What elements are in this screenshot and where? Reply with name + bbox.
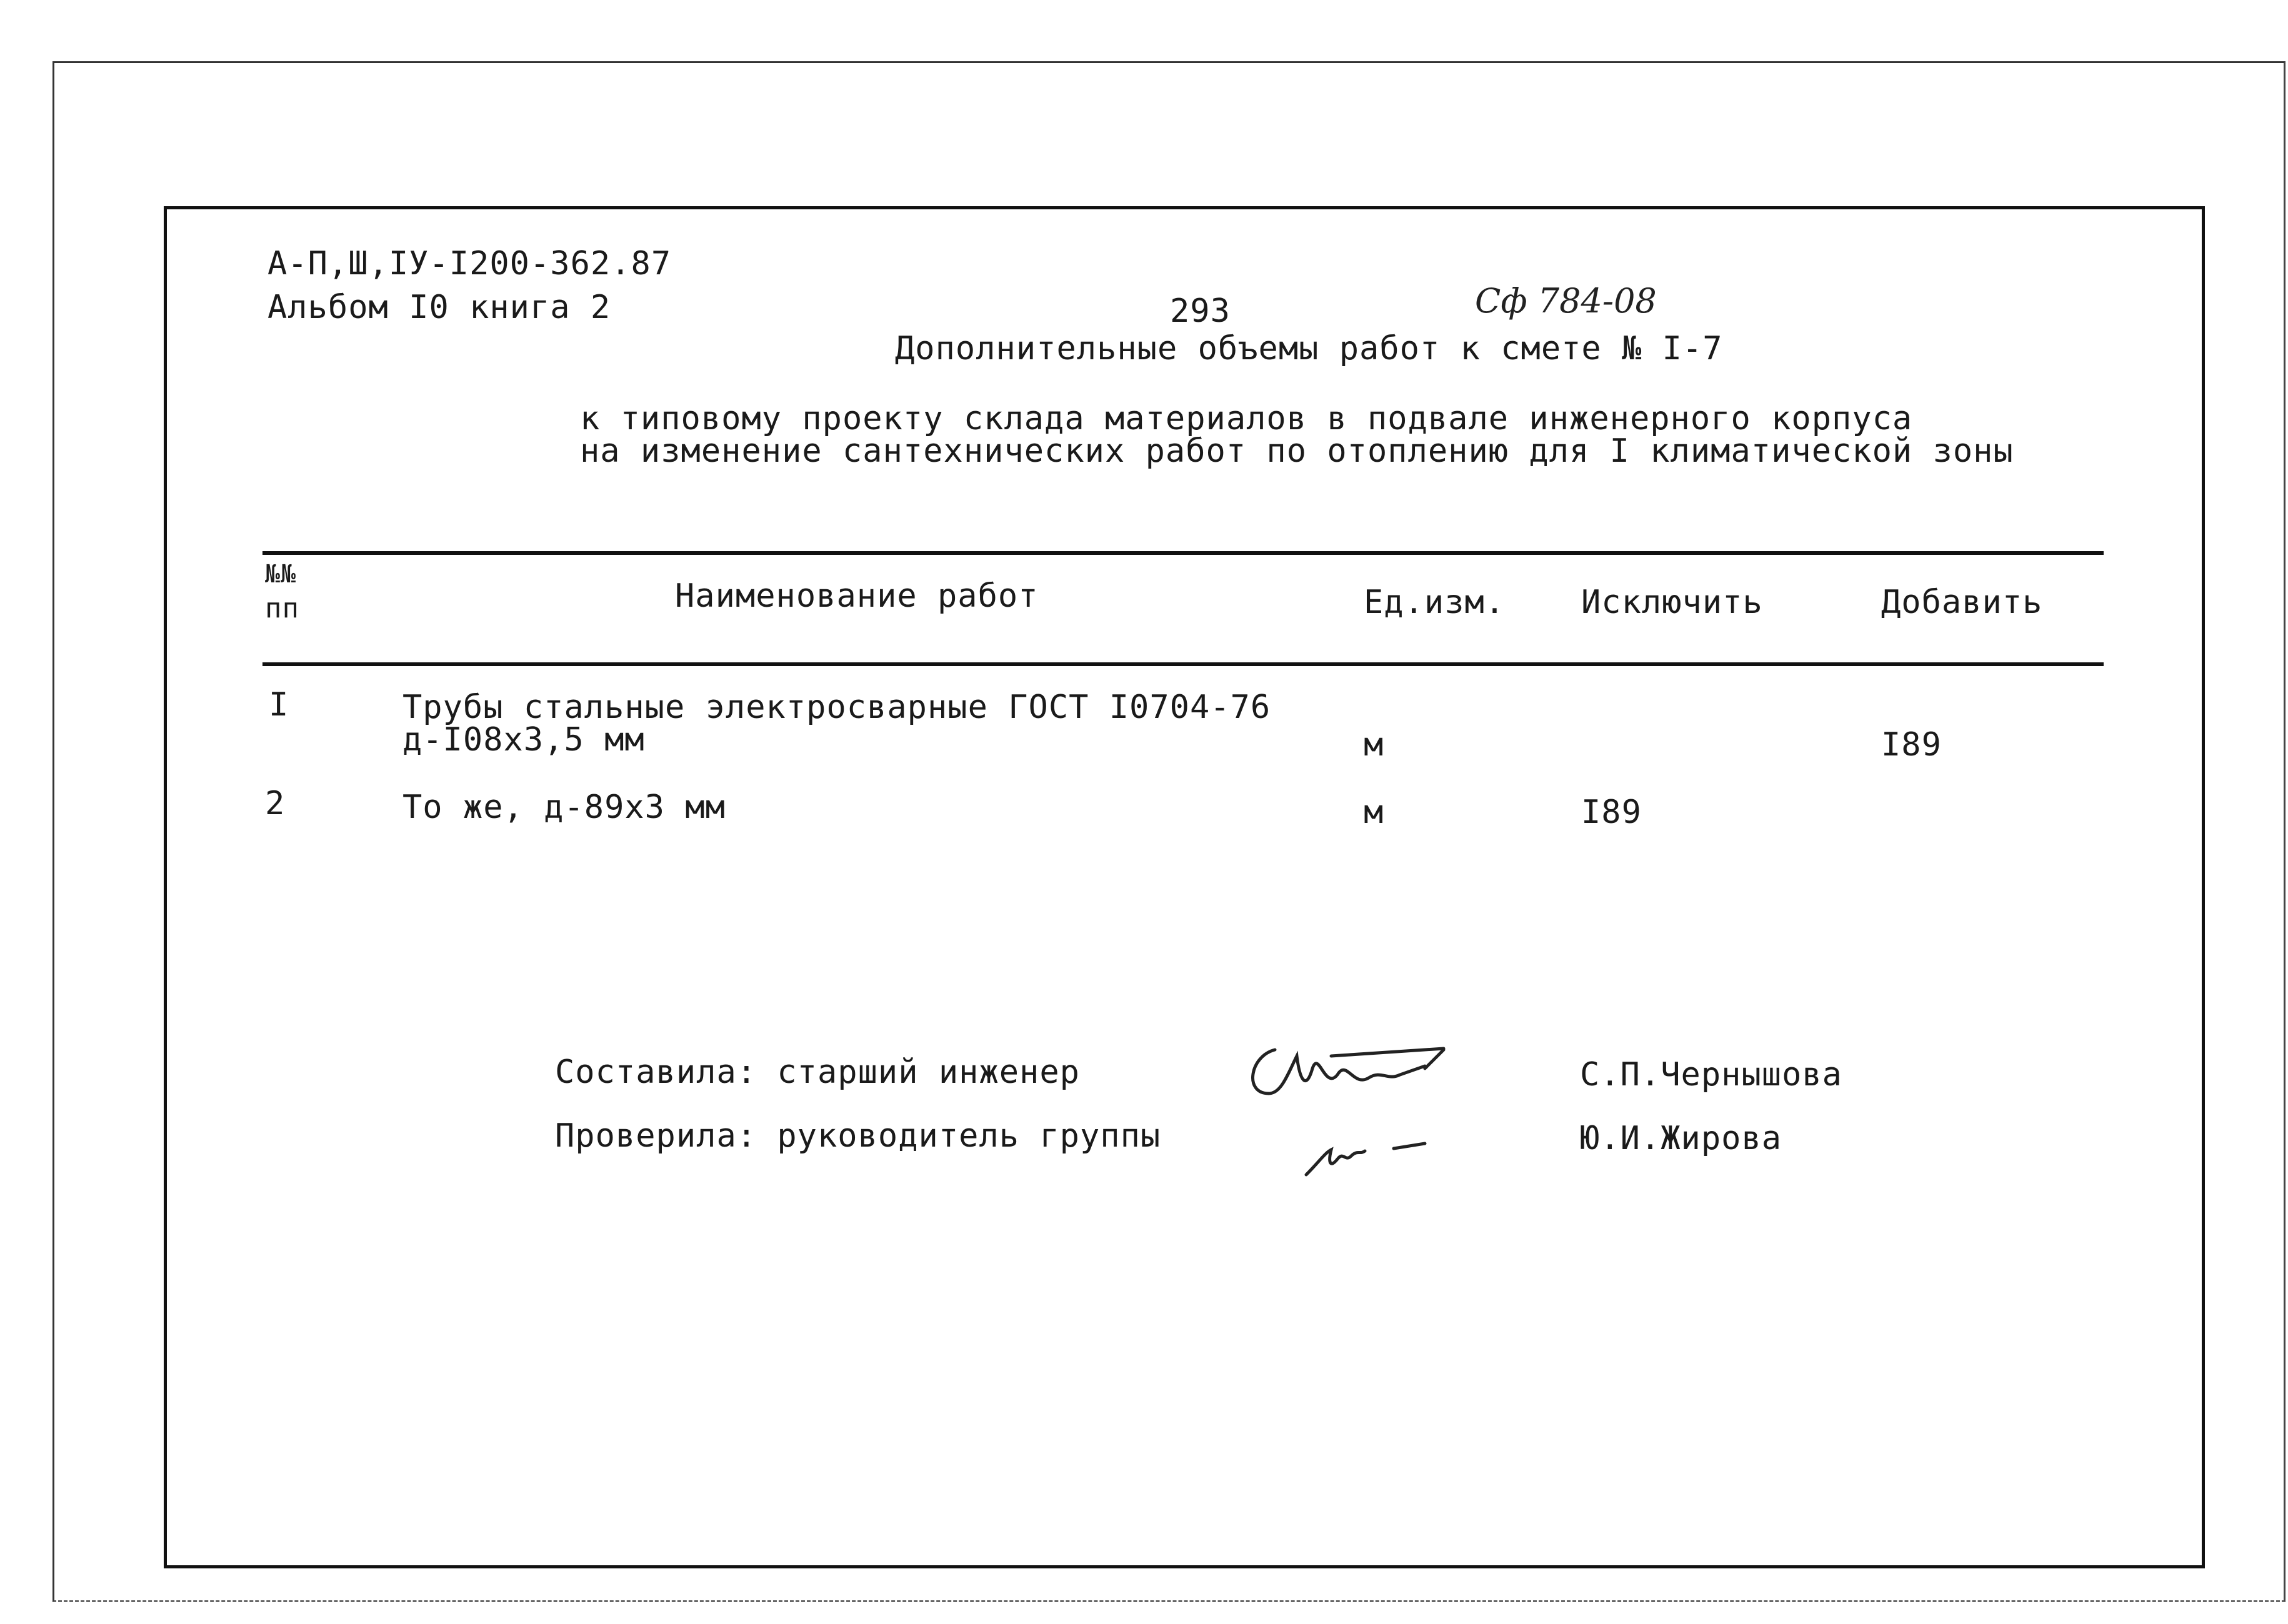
column-header-unit: Ед.изм.	[1364, 584, 1506, 621]
album-label: Альбом І0 книга 2	[267, 289, 611, 326]
row-name-line2: д-І08х3,5 мм	[402, 721, 645, 759]
compiled-by-name: С.П.Чернышова	[1580, 1056, 1842, 1093]
document-subtitle-line1: к типовому проекту склада материалов в подвале инженерного корпуса	[580, 400, 1913, 437]
checked-by-name: Ю.И.Жирова	[1580, 1120, 1782, 1157]
compiled-by-label: Составила: старший инженер	[555, 1054, 1080, 1091]
column-header-number-line1: №№	[265, 560, 297, 589]
column-header-exclude: Исключить	[1581, 584, 1763, 621]
table-top-rule	[262, 551, 2104, 555]
column-header-add: Добавить	[1881, 584, 2043, 621]
row-exclude: І89	[1581, 794, 1642, 831]
column-header-number-line2: пп	[265, 592, 299, 624]
row-number: І	[269, 686, 289, 724]
signature-checked	[1300, 1125, 1462, 1187]
row-unit: м	[1364, 794, 1384, 831]
row-number: 2	[265, 785, 286, 822]
document-code: А-П,Ш,ІУ-І200-362.87	[267, 245, 672, 282]
row-add: І89	[1881, 726, 1942, 764]
page-number: 293	[1170, 292, 1231, 330]
document-title: Дополнительные объемы работ к смете № І-7	[895, 330, 1723, 367]
row-unit: м	[1364, 726, 1384, 764]
handwritten-reference: Сф 784-08	[1475, 281, 1657, 321]
row-name-line1: Трубы стальные электросварные ГОСТ І0704-76	[402, 689, 1271, 726]
row-name-line1: То же, д-89х3 мм	[402, 789, 726, 826]
column-header-name: Наименование работ	[675, 577, 1039, 615]
document-subtitle-line2: на изменение сантехнических работ по отоплению для І климатической зоны	[580, 432, 2014, 470]
checked-by-label: Проверила: руководитель группы	[555, 1117, 1161, 1155]
signature-compiled	[1237, 1031, 1462, 1112]
table-header-rule	[262, 662, 2104, 666]
